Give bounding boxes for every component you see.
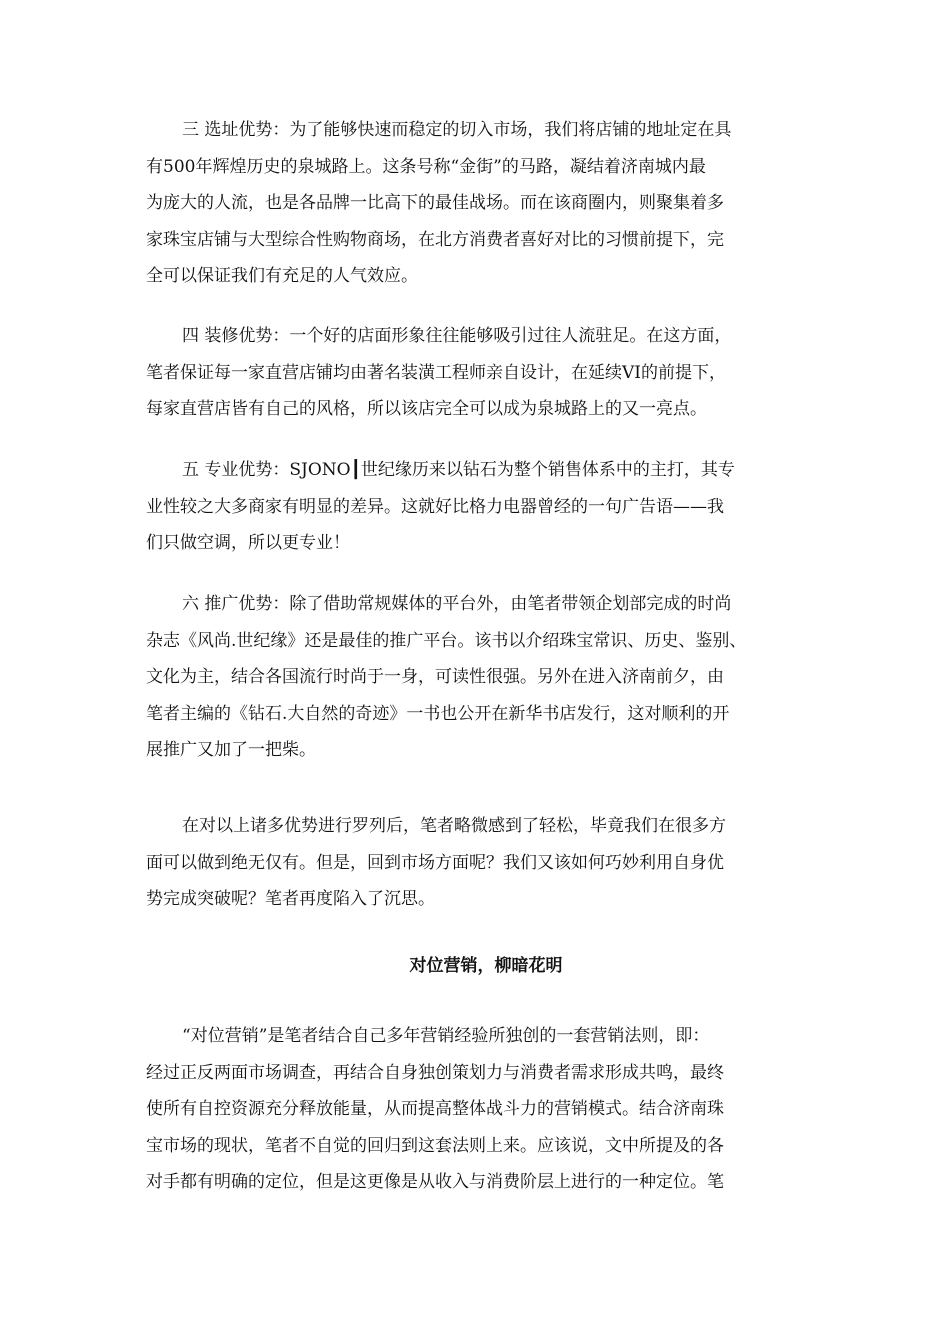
text-line: 每家直营店皆有自己的风格，所以该店完全可以成为泉城路上的又一亮点。 bbox=[146, 399, 707, 419]
text-line: 为庞大的人流，也是各品牌一比高下的最佳战场。而在该商圈内，则聚集着多 bbox=[146, 193, 724, 213]
text-line: 有500年辉煌历史的泉城路上。这条号称“金街”的马路，凝结着济南城内最 bbox=[146, 156, 706, 177]
paragraph-decoration-advantage bbox=[146, 318, 826, 428]
text-line: 笔者主编的《钻石.大自然的奇迹》一书也公开在新华书店发行，这对顺利的开 bbox=[146, 703, 730, 724]
text-line: 面可以做到绝无仅有。但是，回到市场方面呢？我们又该如何巧妙利用自身优 bbox=[146, 852, 724, 873]
paragraph-site-advantage bbox=[146, 112, 826, 295]
text-line: 杂志《风尚.世纪缘》还是最佳的推广平台。该书以介绍珠宝常识、历史、鉴别、 bbox=[146, 630, 747, 651]
text-line: 势完成突破呢？笔者再度陷入了沉思。 bbox=[146, 889, 435, 909]
paragraph-reflection bbox=[146, 808, 826, 918]
text-line: “对位营销”是笔者结合自己多年营销经验所独创的一套营销法则，即： bbox=[182, 1026, 710, 1046]
paragraph-counter-marketing bbox=[146, 1018, 826, 1201]
text-line: 经过正反两面市场调查，再结合自身独创策划力与消费者需求形成共鸣，最终 bbox=[146, 1062, 724, 1083]
text-line: 五 专业优势：SJONO┃世纪缘历来以钻石为整个销售体系中的主打，其专 bbox=[182, 460, 735, 480]
text-line: 全可以保证我们有充足的人气效应。 bbox=[146, 266, 418, 286]
text-line: 对手都有明确的定位，但是这更像是从收入与消费阶层上进行的一种定位。笔 bbox=[146, 1172, 724, 1192]
text-line: 四 装修优势：一个好的店面形象往往能够吸引过往人流驻足。在这方面， bbox=[182, 326, 732, 346]
text-line: 文化为主，结合各国流行时尚于一身，可读性很强。另外在进入济南前夕，由 bbox=[146, 667, 724, 687]
text-line: 们只做空调，所以更专业！ bbox=[146, 533, 350, 553]
text-line: 三 选址优势：为了能够快速而稳定的切入市场，我们将店铺的地址定在具 bbox=[182, 120, 732, 140]
text-line: 在对以上诸多优势进行罗列后，笔者略微感到了轻松，毕竟我们在很多方 bbox=[182, 816, 726, 836]
paragraph-professional-advantage bbox=[146, 452, 826, 562]
paragraph-promotion-advantage bbox=[146, 586, 826, 769]
section-heading: 对位营销，柳暗花明 bbox=[409, 956, 563, 976]
text-line: 家珠宝店铺与大型综合性购物商场，在北方消费者喜好对比的习惯前提下，完 bbox=[146, 229, 724, 250]
text-line: 使所有自控资源充分释放能量，从而提高整体战斗力的营销模式。结合济南珠 bbox=[146, 1099, 724, 1119]
text-line: 展推广又加了一把柴。 bbox=[146, 740, 316, 760]
text-line: 宝市场的现状，笔者不自觉的回归到这套法则上来。应该说，文中所提及的各 bbox=[146, 1135, 724, 1156]
text-line: 笔者保证每一家直营店铺均由著名装潢工程师亲自设计，在延续VI的前提下， bbox=[146, 362, 726, 383]
text-line: 业性较之大多商家有明显的差异。这就好比格力电器曾经的一句广告语——我 bbox=[146, 496, 724, 517]
text-line: 六 推广优势：除了借助常规媒体的平台外，由笔者带领企划部完成的时尚 bbox=[182, 594, 732, 614]
